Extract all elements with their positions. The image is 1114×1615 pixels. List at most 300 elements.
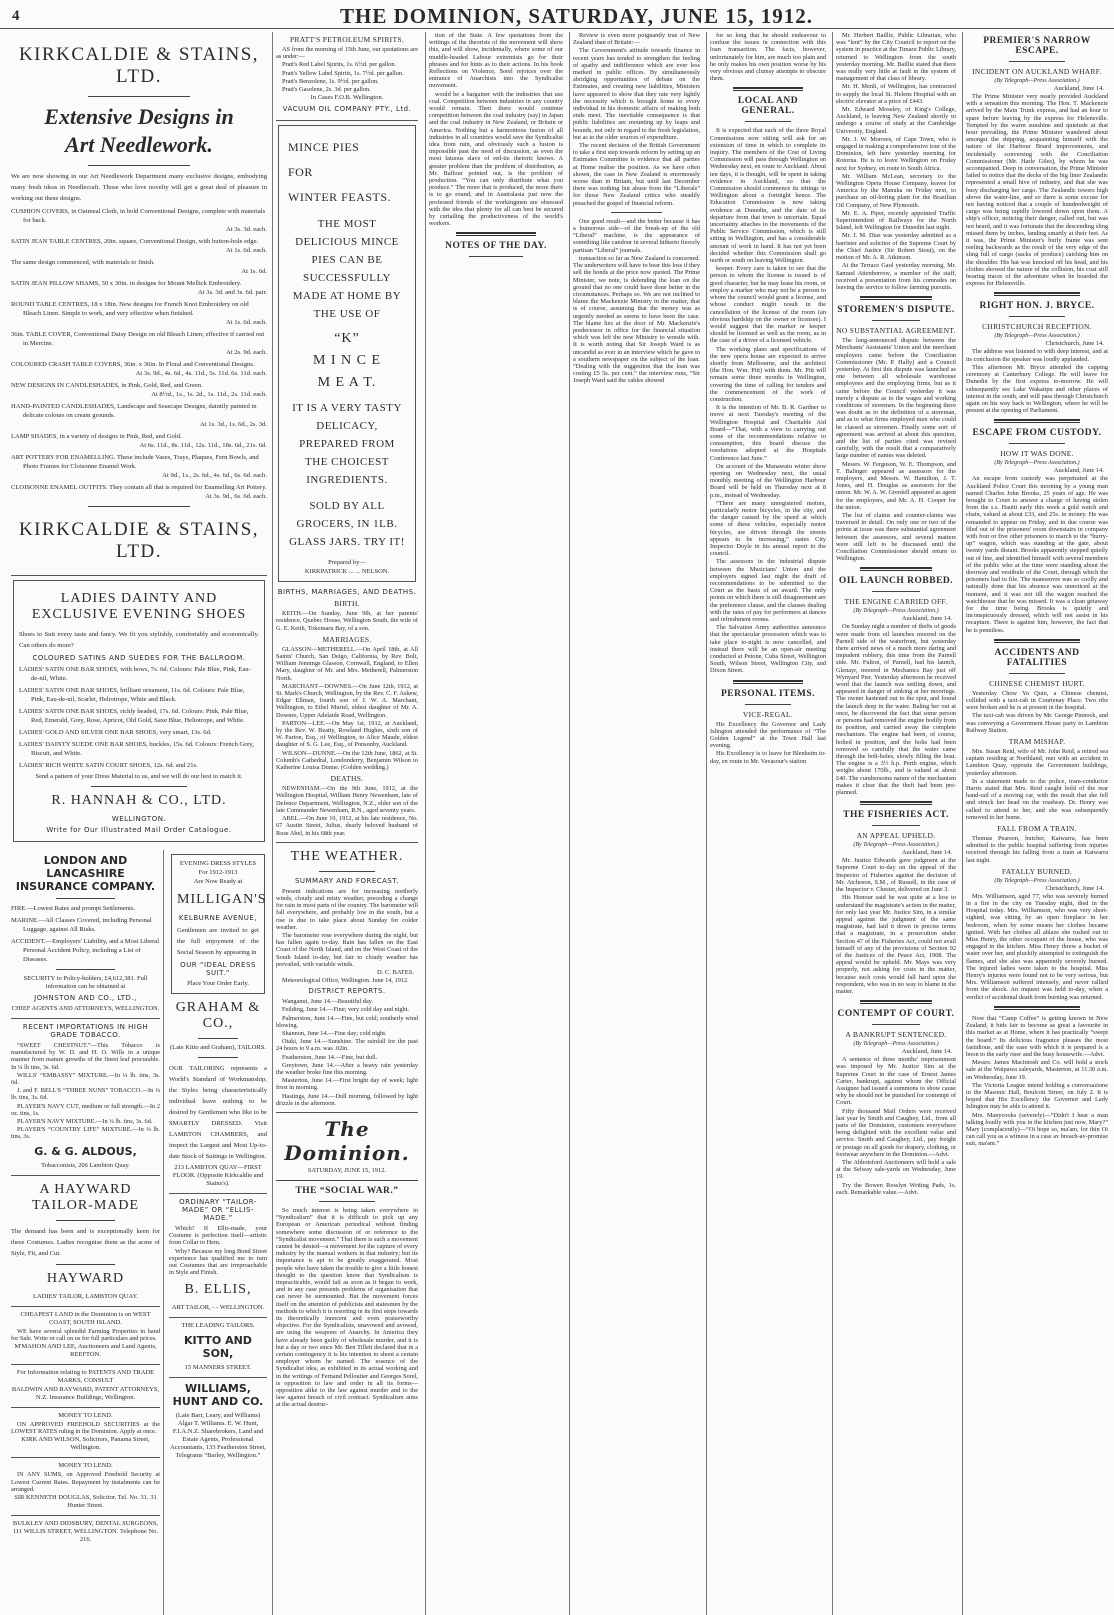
paragraph: Mrs. Williamson, aged 77, who was severely burned in a fire in the city on Tuesday night, died in the Hospital today. Mrs. Williamson, who was very short-sighted, was sitting by an open fireplace in her bedroom, when by some means her clothes became ignited. With her clothes all ablaze she rushed out to Miss Henry, the other occupant of the house, who was engaged in the kitchen. Miss Henry threw a bucket of water over her, and pluckily attempted to extinguish the flames, and she also was apparently severely burned. The injured ladies were taken to the hospital. Miss Henry's injuries were found not to be very serious, but Mrs. Williamson suffered intensely, and never rallied from the shock. An inquest was held to-day, when a verdict of accidental death from burning was returned. <box>966 892 1108 1001</box>
graham-ad <box>169 1000 267 1194</box>
paragraph: The Government's attitude towards finance in recent years has tended to strengthen the feeling of apathy and indifference which are ever less marked in public offices. By simultaneously abridging opportunities of debate on the Estimates, and creating new liabilities, Ministers have appeared to show that they rate very lightly the necessity which is brought home to every individual in his domestic affairs of making both ends meet. The inevitable consequence is that public liabilities are mounting up by leaps and bounds, not only in regard to the fresh legislation, but as to the older sources of expenditure. <box>573 47 700 141</box>
social-war-continued <box>429 32 563 257</box>
divider <box>1009 673 1066 674</box>
divider <box>91 786 187 787</box>
column-2 <box>272 32 421 1615</box>
paragraph: Pratt's Red Label Spirits, 1s. 6½d. per gallon. <box>282 61 397 69</box>
headline: CONTEMPT OF COURT. <box>837 1009 955 1020</box>
double-divider <box>456 232 536 236</box>
item-price: At 1s. 6d. <box>241 268 267 275</box>
right-hon-j-bryce <box>966 301 1108 423</box>
paragraph: Mr. E. A. Piper, recently appointed Traffic Superintendent of Railways for the North Island, left Wellington for Dunedin last night. <box>836 209 956 232</box>
byline: (By Telegraph—Press Association.) <box>853 1041 939 1048</box>
paragraph: The assessors in the industrial dispute between the Musicians' Union and the employers signed last night the draft of recommendations to be submitted to the Court as the basis of an award. The only points on which there is still disagreement are the preference clause, and the clauses dealing with the rates of pay for performers at dances and refreshment rooms. <box>710 558 826 624</box>
dental-ad <box>11 1520 160 1544</box>
paragraph: It is the intention of Mr. B. R. Gardner to move at next Tuesday's meeting of the Wellington Hospital and Charitable Aid Board—“That, with a view to carrying out some of the recommendations relative to consumption, this board discuss the resolutions adopted at the Hospitals Conference last June.” <box>710 404 826 462</box>
subheadline: TRAM MISHAP. <box>1008 737 1066 746</box>
subheadline: AN APPEAL UPHELD. <box>856 831 936 841</box>
advert-label: KELBURNE AVENUE, <box>178 914 258 922</box>
advert-heading: HAYWARD <box>46 1270 125 1286</box>
centered-text: (Late Kitto and Graham), TAILORS. <box>169 1044 267 1051</box>
advert-label: RECENT IMPORTATIONS IN HIGH GRADE TOBACCO. <box>22 1023 149 1039</box>
advert-heading: M E A T. <box>317 375 377 391</box>
advert-heading: “K” <box>334 331 360 347</box>
paragraph: Mr. Justice Edwards gave judgment at the Supreme Court to-day on the appeal of the Inspector of Fisheries against the decision of Mr. Atcheson, S.M., of Russell, in the case of the Inspector v. Chester, delivered on June 3. <box>836 857 956 894</box>
item-price: At 3s. 3d. each. <box>225 226 267 233</box>
item-description: ACCIDENT.—Employers' Liability, and a Most Liberal Personal Accident Policy, including a List of Diseases. <box>11 938 160 963</box>
headline: THE FISHERIES ACT. <box>843 810 949 821</box>
centered-text: SATURDAY, JUNE 15, 1912. <box>307 1166 387 1174</box>
masthead-title: The Dominion. <box>284 1116 410 1165</box>
double-divider <box>994 1006 1079 1010</box>
advert-label: JOHNSTON AND CO., LTD., <box>34 994 137 1002</box>
centered-text: In Cases F.O.B. Wellington. <box>310 94 384 102</box>
paragraph: The Victoria League intend holding a conversazione in the Masonic Hall, Boulcott Street, on July 2. It is hoped that His Excellency the Governor and Lady Islington may be able to attend it. <box>966 1081 1108 1111</box>
advert-text: THE MOST DELICIOUS MINCE PIES CAN BE SUCCESSFULLY MADE AT HOME BY THE USE OF <box>292 218 402 321</box>
centered-text: ART TAILOR, - - WELLINGTON. <box>171 1304 265 1312</box>
advert-text: IT IS A VERY TASTY DELICACY, PREPARED FROM THE CHOICEST INGREDIENTS. <box>292 402 402 487</box>
advert-heading: B. ELLIS, <box>184 1282 252 1298</box>
advert-item <box>19 761 259 770</box>
divider <box>56 1264 116 1265</box>
advert-item <box>11 904 160 913</box>
double-divider <box>994 292 1079 296</box>
double-divider <box>860 567 932 571</box>
advert-heading: FOR <box>288 165 313 180</box>
paragraph: An escape from custody was perpetrated at the Auckland Police Court this morning by a young man named Charles John Brooks, 25 years of age. He was brought to Court to answer a charge of having stolen from the s.s. Hauiti early this week a gold watch and chain, valued at about £33, and 25s. in money. He was remanded to appear on Friday, and in due course was filed out of the prisoners' room downstairs in company with four or five other prisoners to march to the “hurry-up” wagon, which was standing at the gate, about twenty yards distant. Brooks apparently stepped quietly out of line, and identified himself with several members of the public who at the time were standing about the doorway and vestibule of the Court, through which the prisoners had to file. The manoeuvre was so coolly and naturally done that his absence was unnoticed at the moment, and it was not till the wagon reached the watchhouse that he was missed. It was a clean getaway for the time being. Brooks is quietly and inconspicuously dressed, which will not assist in his recapture. There is against him, however, the fact that he is penniless. <box>966 475 1108 634</box>
subheadline: MARRIAGES. <box>322 634 372 644</box>
advert-heading: G. & G. ALDOUS, <box>34 1144 137 1158</box>
dateline: Auckland, June 14. <box>1053 85 1104 92</box>
item-description: ART POTTERY FOR ENAMELLING. These include Vases, Trays, Plaques, Fern Bowls, and Photo Frames for Cloisonne Enamel Work. <box>11 454 259 470</box>
paragraph: Messrs. W. Ferguson, W. E. Thompson, and T. Balinger appeared as assessors for the employers, and Messrs. W. Hamilton, J. T. Jones, and H. Douglas as assessors for the union. Mr. W. A. W. Grenfell appeared as agent for the employers, and Mr. A. H. Cooper for the union. <box>836 460 956 511</box>
subheadline: INCIDENT ON AUCKLAND WHARF. <box>972 67 1102 76</box>
paragraph: Otaki, June 14.—Sunshine. The rainfall for the past 24 hours to 9 a.m. was .02in. <box>276 1038 418 1053</box>
weather-report <box>276 849 418 1113</box>
advert-heading: LONDON AND LANCASHIRE INSURANCE COMPANY. <box>15 854 156 893</box>
item-price: At 1s. 3d., 1s. 6d., 2s. 3d. <box>199 421 267 428</box>
advert-item <box>11 237 267 255</box>
paragraph: Wanganui, June 14.—Beautiful day. <box>282 998 374 1006</box>
paragraph: Mr. Herbert Baillie, Public Librarian, who was “lent” by the City Council to report on the system in practice at the Timaru Public Library, returned to Wellington from the south yesterday morning. Mr. Baillie stated that there was really very little at fault in the system of management of that class of library. <box>836 32 956 83</box>
divider <box>88 96 190 97</box>
advert-item <box>19 740 259 758</box>
column-3 <box>425 32 566 1615</box>
advert-item <box>11 207 267 234</box>
money-to-lend-ad-1 <box>11 1412 160 1458</box>
item-description: 36in. TABLE COVER, Conventional Daisy Design on old Bleach Linen; effective if carried out in Mercine. <box>11 331 265 347</box>
paragraph: “There are many unregistered motors, particularly motor bicycles, in the city, and the danger caused by the speed at which some of these vehicles, especially motor bicycles, are driven through the streets appears to be increasing,” states City Inspector Doyle in his annual report to the council. <box>710 499 826 558</box>
advert-text: Shoes to Suit every taste and fancy. We fit you stylishly, comfortably and economically. Can others do more? <box>19 631 259 649</box>
advert-item <box>11 279 267 297</box>
paragraph: Palmerston, June 14.—Fine, but cold; southerly wind blowing. <box>276 1014 418 1029</box>
item-price: At 3s. 9d., 4s. 6d., 4s. 11d., 5s. 11d. 6s. 11d. each. <box>135 370 267 377</box>
item-description: CLOISONNE ENAMEL OUTFITS. They contain all that is required for Enamelling Art Pottery. <box>11 484 267 491</box>
advert-label: VACUUM OIL COMPANY PTY., Ltd. <box>282 105 412 114</box>
advert-item <box>11 330 267 357</box>
item-price: At 8½d., 1s., 1s. 2d., 1s. 11d., 2s. 11d. each. <box>151 391 267 398</box>
divider <box>198 1057 237 1058</box>
advert-item <box>19 665 259 683</box>
item-description: ROUND TABLE CENTRES, 18 x 18in. New designs for French Knot Embroidery on old Bleach Linen. Simple to work, and very effective when finished. <box>11 301 249 317</box>
advert-heading: THE WEATHER. <box>290 848 404 864</box>
advert-label: OUR “IDEAL DRESS SUIT.” <box>180 961 256 977</box>
headline: PERSONAL ITEMS. <box>720 688 816 699</box>
paragraph: Try the Bowen Rosslyn Writing Pads, 1s. each. Remarkable value.—Advt. <box>836 1181 956 1196</box>
centered-text: BALDWIN AND RAYWARD, PATENT ATTORNEYS, N.Z. Insurance Buildings, Wellington. <box>11 1386 160 1402</box>
subheadline: BIRTH. <box>334 599 360 609</box>
centered-text: 213 LAMBTON QUAY—FIRST FLOOR. (Opposite Kirkcaldie and Stains's). <box>172 1164 264 1187</box>
divider <box>56 969 116 970</box>
accidents-and-fatalities <box>966 648 1108 1148</box>
advert-item <box>11 360 267 378</box>
masthead-and-leader <box>276 1117 418 1409</box>
column-4 <box>569 32 703 1615</box>
headline: ESCAPE FROM CUSTODY. <box>972 428 1102 439</box>
subheadline: VICE-REGAL. <box>742 709 794 719</box>
advert-label: DISTRICT REPORTS. <box>308 987 386 996</box>
dateline: Christchurch, June 14. <box>1045 340 1104 348</box>
advert-label: WELLINGTON. <box>111 815 167 823</box>
advert-item <box>19 707 259 725</box>
notes-end <box>710 32 826 91</box>
paragraph: ON APPROVED FREEHOLD SECURITIES at the LOWEST RATES ruling in the Dominion. Apply at once. <box>11 1421 160 1436</box>
advert-item <box>19 728 259 737</box>
paragraph: tion of the State. A few quotations from the writings of the theorists of the movement will show this, and will show, incidentally, where some of our muddle-headed Labour extremists go for their phrases and for hints as to their actions. In his book Reflections on Violence, Sorel rejoices over the entrance of Anarchists into the Syndicalist movement. <box>429 32 563 90</box>
paragraph: Mr. Edward Moseley, of King's College, Auckland, is leaving New Zealand shortly to undergo a course of study at the Cambridge University, England. <box>836 106 956 135</box>
divider <box>319 871 376 872</box>
paragraph: The working plans and specifications of the new opera house are expected to arrive shortly from Melbourne, and the architect (the Hon. Wm. Pitt) with them. Mr. Pitt will remain some three months in Wellington, covering the time of calling for tenders and the commencement of the work of construction. <box>710 345 826 403</box>
advert-text: We are now showing in our Art Needlework Department many exclusive designs, embodying many fresh ideas in Needlecraft. Those who love novelty will get a great deal of pleasure in working out these designs. <box>11 173 267 202</box>
item-price: At 6s. 11d., 8s. 11d., 12s. 11d., 18s. 6d., 21s. 6d. <box>139 442 267 449</box>
hayward-ad <box>11 1182 160 1307</box>
local-and-general <box>710 96 826 764</box>
column-5 <box>706 32 829 1615</box>
advert-heading: LADIES DAINTY AND EXCLUSIVE EVENING SHOES <box>31 591 247 622</box>
headline: OIL LAUNCH ROBBED. <box>838 576 954 587</box>
display-heading: KIRKCALDIE & STAINS, LTD. <box>18 519 260 562</box>
advert-text: The demand has been and is exceptionally keen for these Costumes. Ladies recognise them as the acme of Style, Fit, and Cut. <box>11 1227 160 1257</box>
column-6 <box>832 32 959 1615</box>
paragraph: GLASSON—METHERELL.—On April 18th, at All Saints' Church, San Deigo, California, by Rev. Bolt, William Jennings Glasson, Cornwall, England, to Ellen Mary, daughter of Mr. and Mrs. Metherell, Palmerston North. <box>276 645 418 682</box>
paragraph: Shannon, June 14.—Fine day; cold night. <box>282 1029 387 1037</box>
subheadline: THE ENGINE CARRIED OFF. <box>844 597 948 607</box>
paragraph: A sentence of three months' imprisonment was imposed by Mr. Justice Sim at the Supreme Court in the case of Ernest James Carter, bankrupt, against whom the Official Assignee had issued a summons to show cause why he should not be punished for contempt of Court. <box>836 1056 956 1107</box>
advert-heading: WINTER FEASTS. <box>288 190 391 205</box>
advert-label: BIRTHS, MARRIAGES, AND DEATHS. <box>277 588 417 597</box>
subheadline: DEATHS. <box>330 774 364 784</box>
subheadline: FALL FROM A TRAIN. <box>997 824 1077 834</box>
paragraph: J. and F. BELL'S “THREE NUNS” TOBACCO.—In ¼ lb. tins, 3s. 6d. <box>11 1087 160 1102</box>
headline: THE “SOCIAL WAR.” <box>295 1185 399 1196</box>
byline: (By Telegraph—Press Association.) <box>853 842 939 849</box>
byline: (By Telegraph—Press Association.) <box>994 877 1080 884</box>
paragraph: transaction so far as New Zealand is concerned. The underwriters will have to bear this loss if they sell the bonds at the price now quoted. The Prime Minister, we note, is defending the loan on the ground that no one could have done better in the circumstances. Perhaps so. We are not inclined to blame the Mackenzie Ministry in the matter, that is of course, assuming that the money was as urgently needed as seems to have been the case. The blame lies at the door of Mr. Mackenzie's predecessor in office for the financial situation which was left the new Ministry to wrestle with. It is worth noting that Sir Joseph Ward is as uncandid as ever in an interview which he gave to a southern newspaper on the subject of the loan. “Dealing with the suggestion that the loan was costing £5 5s. per cent.” the interview runs, “Sir Joseph Ward said the cables showed <box>573 254 700 385</box>
advert-item <box>11 453 267 480</box>
item-price: At 1s. 6d. each. <box>225 247 267 254</box>
escape-from-custody <box>966 428 1108 642</box>
divider <box>872 1024 920 1025</box>
divider <box>469 256 523 257</box>
paragraph: Why? Because my long Bond Street experience has qualified me to turn out Costumes that are irreproachable in Style and Finish. <box>169 1247 267 1277</box>
paragraph: The Salvation Army authorities announce that the spectacular procession which was to take place to-night is now cancelled, and instead there will be an open-air meeting conducted at Petone, Cuba Street, Wellington South, Wilson Street, Wellington City, and Dixon Street. <box>710 624 826 675</box>
subheadline: A BANKRUPT SENTENCED. <box>845 1030 947 1040</box>
headline: LOCAL AND GENERAL. <box>737 96 799 117</box>
centered-text: EVENING DRESS STYLES <box>179 860 257 867</box>
advert-item <box>11 381 267 399</box>
item-description: SATIN JEAN PILLOW SHAMS, 30 x 30in. in designs for Mount Mellick Embroidery. <box>11 280 242 287</box>
paragraph: MARCHANT—DOWNES.—On June 12th, 1912, at St. Mark's Church, Wellington, by the Rev. C. F. Askew, Edgar Ellman, fourth son of J. W. A. Marchant, Wellington, to Ethel Muriel, eldest daughter of Mr. A. Downes, Upper Adelaide Road, Wellington. <box>276 682 418 719</box>
double-divider <box>733 680 803 684</box>
advert-label: ORDINARY “TAILOR-MADE” OR “ELLIS-MADE.” <box>179 1198 257 1222</box>
subheadline: PRATT'S PETROLEUM SPIRITS. <box>290 35 404 44</box>
advert-heading: M I N C E <box>312 353 382 369</box>
paragraph: The barometer rose everywhere during the night, but has fallen again to-day. Rain has fallen on the East Coast of the North Island, and on the West Coast of the South Island to-day, but fair to cloudy weather has prevailed, with variable winds. <box>276 931 418 968</box>
double-divider <box>860 1000 932 1004</box>
advert-item <box>11 258 267 276</box>
column-7 <box>962 32 1111 1615</box>
kitto-ad <box>169 1322 267 1378</box>
item-description: LADIES' DAINTY SUEDE ONE BAR SHOES, buckles, 15s. 6d. Colours: French Grey, Biscuit, and White. <box>19 741 254 757</box>
item-price: At 3s. 3d. and 3s. 6d. pair. <box>197 289 267 296</box>
pratts-ad <box>276 35 418 121</box>
advert-item <box>19 686 259 704</box>
advert-heading: MINCE PIES <box>288 140 360 155</box>
item-price: At 1s. 6d. each. <box>225 319 267 326</box>
paragraph: would be a bargainer with the industries that use coal. Competition between industries in any country would remain. Then there would continue competition between the coal industry (say) in Japan and the coal industry in New Zealand, or Britain or America. Nothing but a harmonious fusion of all industries in all countries would save the Syndicalist idea from ruin, and obviously such a fusion is impossible past the need of discussion, as even the most fatuous slave of red-tie rhetoric knows. A greater problem than the problem of distribution, as Mr. Balfour pointed out, is the problem of production. “You can only distribute what you produce.” The more that is produced, the more there is to go round, and in Australasia just now the professed friends of the workingmen are obsessed with the idea that plenty for all can best be secured by curtailing the productiveness of the world's workers. <box>429 90 563 228</box>
paragraph: Yesterday Chow Yo Quin, a Chinese chemist, collided with a taxi-cab in Courtenay Place. Two ribs were broken and he is at present in the hospital. <box>966 689 1108 712</box>
premiers-narrow-escape <box>966 36 1108 296</box>
paragraph: Mrs. Susan Reid, wife of Mr. John Reid, a retired sea captain residing at Northland, met with an accident in Lambton Quay, opposite the Government buildings, yesterday afternoon. <box>966 748 1108 777</box>
advert-item <box>11 402 267 429</box>
divider <box>611 212 662 213</box>
item-description: LADIES' SATIN ONE BAR SHOES, richly beaded, 17s. 6d. Colours: Pink, Pale Blue, Red, Emerald, Grey, Rose, Apricot, Old Gold, Saxe Blue, Heliotrope, and White. <box>19 708 249 724</box>
advert-item <box>11 432 267 450</box>
notes-of-the-day-continued <box>573 32 700 385</box>
centered-text: BULKLEY AND DIDSBURY, DENTAL SURGEONS, 111 WILLIS STREET, WELLINGTON. Telephone No. 216. <box>12 1520 159 1544</box>
centered-text: CHEAPEST LAND in the Dominion is on WEST COAST, SOUTH ISLAND. <box>20 1310 151 1326</box>
double-divider <box>994 419 1079 423</box>
paragraph: His Excellency the Governor and Lady Islington attended the performance of “The Golden Legend” at the Town Hall last evening. <box>710 720 826 750</box>
paragraph: Mr. J. W. Morrees, of Cape Town, who is engaged in making a comprehensive tour of the Dominion, left here yesterday morning for Rotorua. He is to leave Wellington on Friday next for Sydney, en route to South Africa. <box>836 135 956 172</box>
headline: PREMIER'S NARROW ESCAPE. <box>983 36 1091 56</box>
paragraph: One good result—and the better because it has a humorous side—of the break-up of the old “Liberal” machine, is the appearance of something like candour in several hitherto fiercely partisan “Liberal” journals. <box>573 217 700 254</box>
paragraph: keeper. Every care is taken to see that the person to whom the license is issued is of good character, but he may lease his room, or employ a marker who may not be a person to whom the council would grant a license, and whose conduct might result in the cancellation of the license of the room (an obvious hardship on the owner or licensee). I would suggest that the marker or keeper should be licensed as well as the room, as in the case of a driver of a licensed vehicle. <box>710 265 826 345</box>
paragraph: Pratt's Gasolene, 2s. 3d. per gallon. <box>282 86 371 94</box>
item-price: At 3s. 9d., 6s. 6d. each. <box>205 493 267 500</box>
centered-text: Prepared by— <box>328 559 366 567</box>
item-description: LADIES' SATIN ONE BAR SHOES, with bows, 7s. 6d. Colours: Pale Blue, Pink, Eau-de-nil, White. <box>19 666 251 682</box>
paragraph: Now that “Camp Coffee” is getting known in New Zealand, it bids fair to become as great a favourite in this market as at Home, where it has practically “swept the board.” Its delicious fragrance pleases the most fastidious, and the ease with which it is prepared is a boon to the early riser and the busy housewife.—Advt. <box>966 1014 1108 1058</box>
centered-text: Tobacconists, 206 Lambton Quay. <box>41 1161 130 1169</box>
dateline: Auckland, June 14. <box>901 849 952 857</box>
paragraph: Thomas Pearson, butcher, Kaiwarra, has been admitted to the public hospital suffering from injuries received through his falling from a train at Kaiwarra last night. <box>966 835 1108 864</box>
paragraph: Greytown, June 14.—After a heavy rain yesterday the weather broke fine this morning. <box>276 1061 418 1076</box>
item-description: SATIN JEAN TABLE CENTRES, 20in. square, Conventional Design, with button-hole edge. <box>11 238 259 245</box>
centered-text: KIRKPATRICK ... ... NELSON. <box>304 568 390 576</box>
divider <box>276 1180 418 1181</box>
paragraph: Review is even more poignantly true of New Zealand than of Britain:— <box>573 32 700 47</box>
patents-ad <box>11 1369 160 1408</box>
advert-text: SOLD BY ALL GROCERS, IN 1LB. GLASS JARS. TRY IT! <box>289 500 405 549</box>
advert-heading: MILLIGAN'S <box>177 892 267 907</box>
centered-text: Are Now Ready at <box>193 878 243 885</box>
tobacco-ad <box>11 1023 160 1176</box>
item-description: FIRE.—Lowest Rates and prompt Settlements. <box>11 905 136 912</box>
centered-text: THE LEADING TAILORS. <box>181 1322 255 1330</box>
subheadline: FATALLY BURNED. <box>1001 866 1073 876</box>
advert-label: SUMMARY AND FORECAST. <box>294 876 400 885</box>
headline: RIGHT HON. J. BRYCE. <box>979 301 1095 312</box>
advert-item <box>11 300 267 327</box>
headline: NOTES OF THE DAY. <box>445 241 547 252</box>
advert-heading: R. HANNAH & CO., LTD. <box>51 793 227 808</box>
paragraph: Mr. William McLean, secretary to the Wellington Opera House Company, leaves for America by the Manuka on Friday next, to purchase an oil-boring plant for the Brazilian Oil Company, of New Plymouth. <box>836 172 956 209</box>
hannah-shoes-ad <box>13 580 265 842</box>
paragraph: The address was listened to with deep interest, and at its conclusion the speaker was loudly applauded. <box>966 348 1108 363</box>
paragraph: WE have several splendid Farming Properties in hand for Sale. Write or call on us for full particulars and prices. <box>11 1327 160 1342</box>
subheadline: CHINESE CHEMIST HURT. <box>989 678 1085 688</box>
byline: (By Telegraph—Press Association.) <box>994 333 1080 340</box>
advert-column-left <box>8 850 164 1615</box>
paragraph: PLAYER'S “COUNTRY LIFE” MIXTURE.—In ¼ lb. tins, 3s. <box>11 1126 160 1141</box>
centered-text: SIR KENNETH DOUGLAS, Solicitor. Tel. No. 31. 31 Hunter Street. <box>14 1494 157 1510</box>
page-header <box>0 0 1114 29</box>
paragraph: PARTON—LEE.—On May 1st, 1912, at Auckland, by the Rev. W. Beatty, Rowland Hughes, sixth son of W. Parton, Esq., of Wellington, to Alice Maude, eldest daughter of S. G. Lee, Esq., of Ponsonby, Auckland. <box>276 719 418 749</box>
paragraph: Messrs. James Macintosh and Co. will hold a stock sale at the Waipawa saleyards, Masterton, at 11.30 a.m. on Wednesday, June 19. <box>966 1059 1108 1081</box>
centered-text: For 1912-1913 <box>198 869 238 876</box>
paragraph: Masterton, June 14.—First bright day of week; light frost in morning. <box>276 1077 418 1092</box>
item-description: LADIES' SATIN ONE BAR SHOES, brilliant ornament, 11s. 6d. Colours: Pale Blue, Pink, Eau-de-nil, Scarlet, Heliotrope, White and Black. <box>19 687 245 703</box>
paragraph: AS from the morning of 15th June, our quotations are as under:— <box>276 46 418 61</box>
item-description: MARINE.—All Classes Covered, including Personal Luggage, against All Risks. <box>11 917 152 933</box>
divider <box>88 506 190 507</box>
divider <box>56 898 116 899</box>
paragraph: Pratt's Yellow Label Spirits, 1s. 7½d. per gallon. <box>282 69 404 77</box>
dateline: Auckland, June 14. <box>901 1048 952 1056</box>
paragraph: This afternoon Mr. Bryce attended the capping ceremony at Canterbury College. He will leave for Dunedin by the first express to-morrow. He will subsequently see Lake Wakatipu and other places of interest in the south, and will pass through Christchurch again on his way back to Wellington, where he will be present at the opening of Parliament. <box>966 363 1108 415</box>
headline: ACCIDENTS AND FATALITIES <box>994 647 1080 668</box>
contempt-of-court <box>836 1009 956 1196</box>
paragraph: Mr. H. Menli, of Wellington, has contracted to supply the local St. Helens Hospital with an electric elevator at a price of £443. <box>836 83 956 105</box>
paragraph: Which? If Ellis-made, your Costume is perfection itself—artistic from Collar to Hem. <box>169 1225 267 1247</box>
paragraph: At the Terrace Gaol yesterday morning, Mr. Samuel Attenborrow, a member of the staff, received a presentation from his comrades on leaving the service to follow farming pursuits. <box>836 262 956 291</box>
paragraph: The Abbotsford Auctioneers will hold a sale at the Selway sale-yards on Wednesday, June 19. <box>836 1158 956 1181</box>
divider <box>872 591 920 592</box>
advert-label: COLOURED SATINS AND SUEDES FOR THE BALLROOM. <box>32 654 246 662</box>
item-description: CUSHION COVERS, in Oatmeal Cloth, in bold Conventional Designs, complete with materials for back. <box>11 208 266 224</box>
centered-text: MONEY TO LEND. <box>58 1412 113 1420</box>
paragraph: Mr. J. M. Dias was yesterday admitted as a barrister and solicitor of the Supreme Court by the Chief Justice (Sir Robert Stout), on the motion of Mr. A. R. Atkinson. <box>836 232 956 262</box>
paragraph: His Honour said he was quite at a loss to understand the magistrate's action in the matter, for only last year Mr. Justice Sim, in a similar appeal against the judgment of the same magistrate, had laid it down in precise terms that a magistrate, in a prosecution under Section 47 of the Fisheries Act, could not avail himself of any of the provisions of Section 92 of the Justices of the Peace Act, 1908. The appeal would be upheld. Mr. Mays was very properly, not asking for costs in the matter, because such costs would fall hard upon the respondent, who was in no way to blame in the matter. <box>836 894 956 995</box>
paragraph: Pratt's Benzolene, 1s. 9½d. per gallon. <box>282 77 379 85</box>
double-divider <box>860 801 932 805</box>
mince-meat-ad <box>278 125 416 582</box>
item-description: LAMP SHADES, in a variety of designs in Pink, Red, and Gold. <box>11 433 182 440</box>
births-marriages-deaths <box>276 588 418 842</box>
double-divider <box>994 639 1079 643</box>
subheadline: NO SUBSTANTIAL AGREEMENT. <box>836 326 956 336</box>
headline: STOREMEN'S DISPUTE. <box>837 305 955 316</box>
dateline: Auckland, June 14. <box>901 615 952 623</box>
divider <box>319 1201 376 1202</box>
paragraph: Fifty thousand Mail Orders were received last year by Smith and Caughey, Ltd., from all parts of the Dominion, customers everywhere being delighted with the excellent value and service. Smith and Caughey, Ltd., pay freight or postage on all goods for drapery, clothing, or footwear anywhere in the Dominion.—Advt. <box>836 1107 956 1158</box>
paragraph: Present indications are for increasing northerly winds, cloudy and misty weather, preceding a change for rain in most parts of the country. The barometer will fall everywhere, and probably low in the south, but a rise is due to take place about Sunday for colder weather. <box>276 887 418 931</box>
paragraph: ABEL.—On June 10, 1912, at his late residence, No. 67 Austin Street, Julius, dearly beloved husband of Rose Abel, in his 68th year. <box>276 815 418 837</box>
paragraph: The recent decision of the British Government to take a first step towards reform by setting up an Estimates Committee is evidence that all parties at Home realise the position. As we have often shown, the case in New Zealand is enormously worse than in Britain, but until last December there was nothing but abuse from the “Liberals” for those New Zealand critics who steadily preached the gospel of financial reform. <box>573 142 700 207</box>
double-divider <box>733 87 803 91</box>
divider <box>745 704 791 705</box>
personal-items-continued <box>836 32 956 300</box>
paragraph: PLAYER'S NAVY CUT, medium or full strength.—In 2 oz. tins, 1s. <box>11 1102 160 1117</box>
paragraph: WILLS' “EMBASSY” MIXTURE.—In ¼ lb. tins, 3s. 6d. <box>11 1071 160 1087</box>
page-number: 4 <box>12 8 20 24</box>
paragraph: Featherston, June 14.—Fine, but dull. <box>282 1053 378 1061</box>
subheadline: CHRISTCHURCH RECEPTION. <box>982 322 1092 332</box>
centered-text: (Late Barr, Leary, and Williams) Algar T. Williams. E. W. Hunt, F.I.A.N.Z. Sharebrokers, Land and Estate Agents, Professional Accountants, 133 Featherston Street, Telegrams “Barley, Wellington.” <box>170 1412 266 1460</box>
money-to-lend-ad-2 <box>11 1462 160 1516</box>
byline: (By Telegraph—Press Association.) <box>994 460 1080 467</box>
advert-heading: GRAHAM & CO., <box>175 1000 261 1031</box>
centered-text: Place Your Order Early. <box>187 980 249 987</box>
dateline: Christchurch, June 14. <box>1045 884 1104 892</box>
paragraph: PLAYER'S NAVY MIXTURE.—In ¼ lb. tins, 3s. 6d. <box>17 1118 153 1126</box>
item-description: LADIES' RICH WHITE SATIN COURT SHOES, 12s. 6d. and 21s. <box>19 762 198 769</box>
centered-text: For Information relating to PATENTS AND TRADE MARKS, CONSULT <box>16 1369 155 1385</box>
divider <box>745 121 791 122</box>
paragraph: NEWENHAM.—On the 9th June, 1912, at the Wellington Hospital, William Henry Newenham, late of Defence Department, Wellington, N.Z., elder son of the late Commander Newenham, R.N., aged seventy years. <box>276 785 418 814</box>
divider <box>872 320 920 321</box>
paragraph: “SWEET CHESTNUT.”—This Tobacco is manufactured by W. D. and H. O. Wills in a unique manner from mature growths of the finest leaf procurable. In ¼ lb tins, 3s. 6d. <box>11 1042 160 1071</box>
dateline: Auckland, June 14. <box>1053 467 1104 475</box>
paragraph: The long-announced dispute between the Merchants' Assistants' Union and the merchant employers came before the Conciliation Commissioner (Mr. P. Hally) and a Council yesterday. At first this dispute was launched as one between all wholesale warehouse employees and the employing firms, but as it came before the Council yesterday it was merely a dispute as to the wages and working conditions of storemen. In the beginning there was doubt as to the definition of a storeman, and as to what firms employed men who could be classed as storemen. Finally some sort of agreement was arrived at about this question, and the list of parties cited was revised carefully, with the result that a comparatively large number of names was deleted. <box>836 337 956 460</box>
centered-text: CHIEF AGENTS AND ATTORNEYS, WELLINGTON. <box>11 1005 160 1012</box>
kirkcaldie-stains-ad <box>11 44 267 576</box>
item-description: LADIES' GOLD AND SILVER ONE BAR SHOES, very smart, 13s. 6d. <box>19 729 212 736</box>
paragraph: Meteorological Office, Wellington. June 14, 1912. <box>282 976 409 984</box>
advert-text: Gentlemen are invited to get the full enjoyment of the Social Season by appearing in <box>177 927 259 956</box>
divider <box>1009 61 1066 62</box>
ellis-ad <box>169 1198 267 1318</box>
centered-text: Send a pattern of your Dress Material to us, and we will do our best to match it. <box>35 773 243 780</box>
paragraph: Feilding, June 14.—Fine; very cold day and night. <box>282 1006 409 1014</box>
byline: (By Telegraph—Press Association.) <box>994 78 1080 84</box>
display-heading: KIRKCALDIE & STAINS, LTD. <box>18 44 260 87</box>
item-description: NEW DESIGNS IN CANDLESHADES, in Pink, Gold, Red, and Green. <box>11 382 203 389</box>
paragraph: The Prime Minister very nearly provided Auckland with a sensation this morning. The Hon. T. Mackenzie arrived by the Main Trunk express, and had an hour to spare before leaving by the express for Helensville. Tempted by the warm sunshine and quietude at that hour prevailing, the Prime Minister wandered about amongst the shipping, acquainting himself with the nature of the Harbour Board improvements, and incidentally conversing with the Conciliation Commissioner (Mr. Harle Giles), by whom he was accompanied. Deep in conversation, the Prime Minister failed to notice that the decks of the big liner Zealandic represented a small hive of industry, and that she was busy discharging her cargo. The Zealandic towers high above the water-line, and so there is some excuse for not having noticed that a couple of hundredweight of cargo was being rapidly lowered down upon them. A ship's officer, noticing their danger, called out, but was not heard, and it was fortunate that the descending sling missed them by inches, landing smartly at their feet. As it was, the Prime Minister's burly frame was sent reeling backwards as the result of the very edge of the sling full of cargo (sacks of produce) catching him on the shoulder. His hat was knocked off his head, and his clothes showed the nature of the collision, his coat still bearing traces of the adventure when he boarded the express for Helensville. <box>966 93 1108 288</box>
paragraph: His Excellency is to leave for Blenheim to-day, en route to Mr. Vavasour's station <box>710 750 826 765</box>
divider <box>88 165 190 166</box>
subheadline: HOW IT WAS DONE. <box>1000 449 1074 459</box>
centered-text: 15 MANNERS STREET. <box>184 1364 252 1372</box>
centered-text: KIRK AND WILSON, Solicitors, Panama Street, Wellington. <box>21 1436 150 1452</box>
paragraph: WILSON—DUNNE.—On the 12th June, 1862, at St. Columb's Cathedral, Londonderry, Benjamin Wilson to Katherine Louisa Dunne. (Golden wedding.) <box>276 749 418 772</box>
dateline: D. C. BATES. <box>376 968 414 976</box>
advert-heading: A HAYWARD TAILOR-MADE <box>31 1181 140 1213</box>
centered-text: SECURITY to Policy-holders, £4,612,381. Full information can be obtained at <box>23 975 148 990</box>
insurance-ad <box>11 854 160 1019</box>
divider <box>56 1220 116 1221</box>
oil-launch-robbed <box>836 576 956 805</box>
paragraph: Hastings, June 14.—Dull morning, followed by light drizzle in the afternoon. <box>276 1092 418 1107</box>
paragraph: In a statement made to the police, tram-conductor Harris stated that Mrs. Reid caught hold of the rear hand-rail of a moving car, with the result that she fell and struck her head on the roadway. Dr. Henry was called to attend to her, and she was subsequently removed to her home. <box>966 777 1108 821</box>
display-subheading: Extensive Designs in Art Needlework. <box>44 104 234 157</box>
divider <box>1009 316 1066 317</box>
paragraph: The list of claims and counter-claims was traversed in detail. On only one or two of the points at issue was there substantial agreement between the assessors, and several matters were still left to be discussed until the Conciliation Commissioner should return to Wellington. <box>836 511 956 563</box>
item-description: COLOURED CRASH TABLE COVERS, 36in. x 36in. In Floral and Conventional Designs. <box>11 361 255 368</box>
paragraph: So much interest is being taken everywhere in “Syndicalism” that it is difficult to pick up any European or American periodical without finding somewhere some discussion of or reference to the “Syndicalist movement.” That there is such a movement cannot be denied—a movement for the capture of every industry by the manual workers in that industry; but its importance is apt to be greatly exaggerated. Most people who have taken the trouble to give a little honest thought to the question know that Syndicalism is impracticable, would fail as soon as it began to work, and in any case presents problems of organisation that can never be surmounted. But the movement forces itself on the attention of publicists and statesmen by the methods to which it is resorting in its first steps towards its theoretically innocent and even praiseworthy objective. For the Syndicalists, unavowed and avowed, are using the weapons of Anarchy. In America they have already been guilty of wholesale murder, and it is but a day or two since Mr. Ben Tillett declared that in a certain contingency it is his intention to shoot a certain employer whom he named. The essence of the Syndicalist idea, as exhibited in its actual working and in the writings of Fernand Pelloutier and Georges Sorel, is opposition to law and order in all its forms—opposition alike to the law against murder and to the law against breach of civil contract. Syndicalism aims at the actual destruc- <box>276 1206 418 1409</box>
paragraph: IN ANY SUMS, on Approved Freehold Security at Lowest Current Rates. Repayment by instalments can be arranged. <box>11 1471 160 1493</box>
